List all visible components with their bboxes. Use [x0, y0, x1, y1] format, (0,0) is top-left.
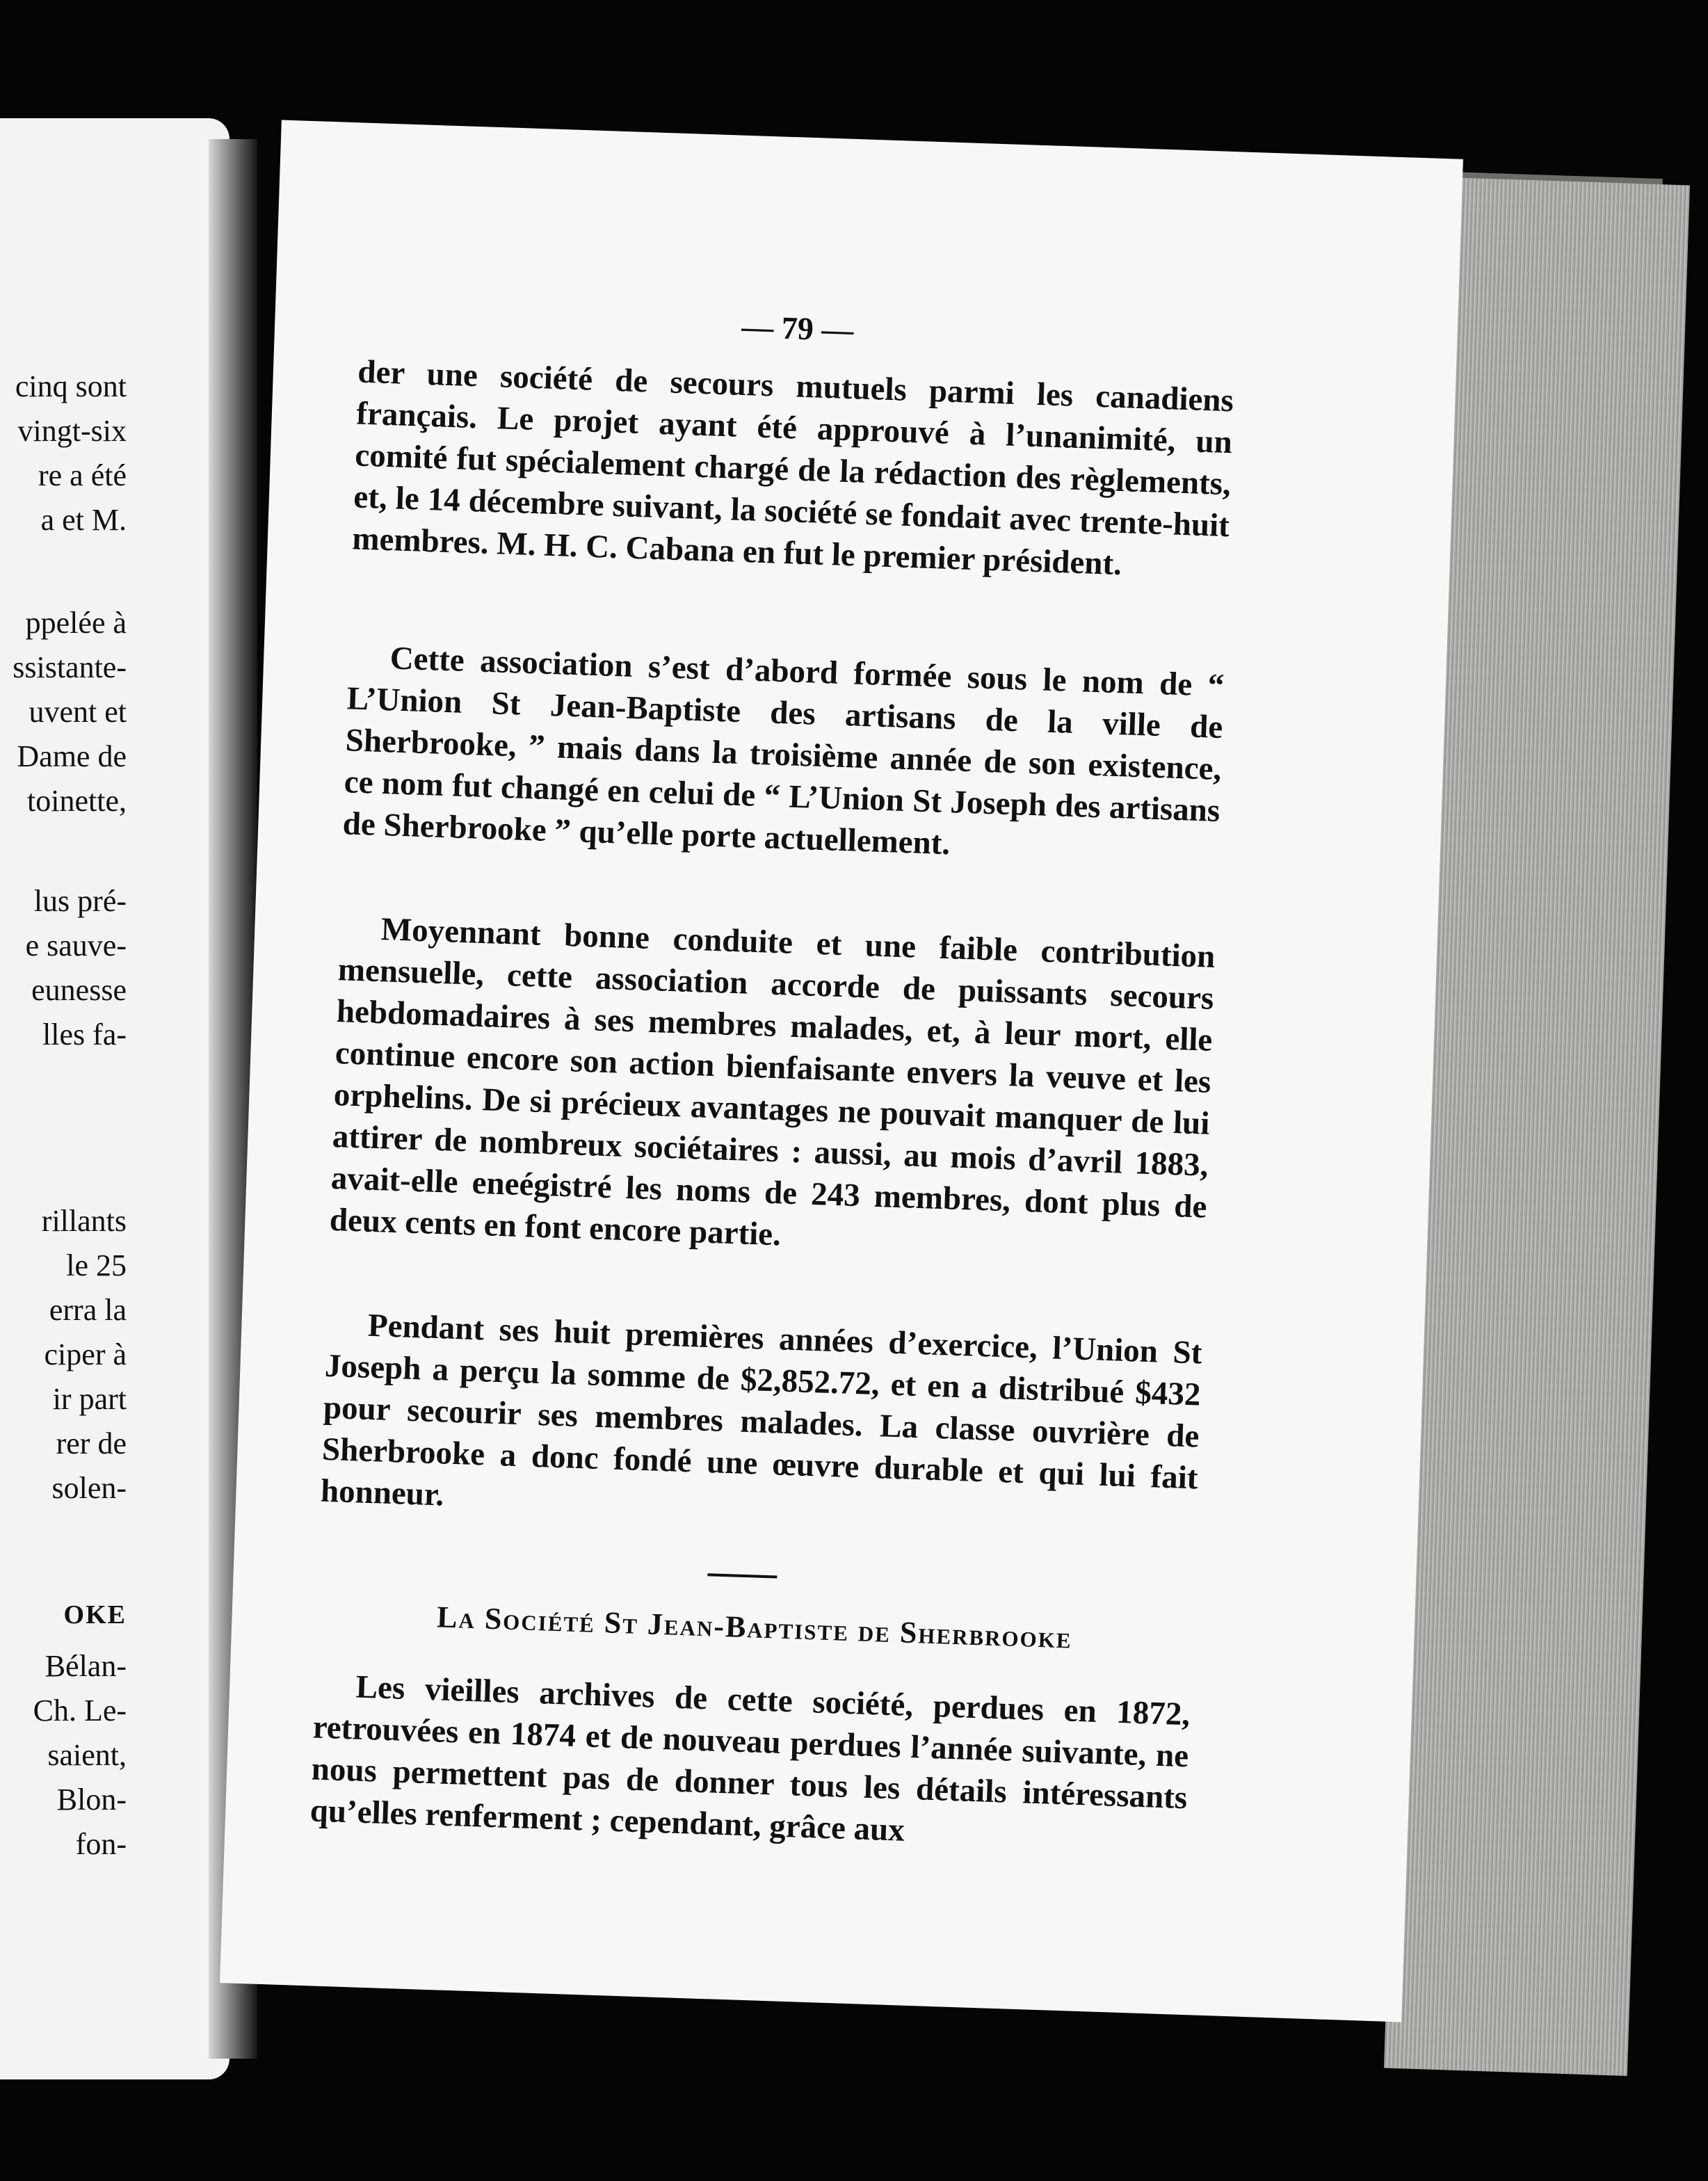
left-line: a et M. — [40, 503, 127, 537]
left-line: erra la — [49, 1293, 127, 1327]
left-line: e sauve- — [25, 928, 127, 963]
left-line: le 25 — [66, 1248, 127, 1282]
left-line: re a été — [38, 458, 127, 492]
left-line: ppelée à — [25, 606, 127, 640]
left-line: fon- — [75, 1827, 127, 1861]
left-line: lles fa- — [42, 1017, 127, 1052]
paragraph: der une société de secours mutuels parmi les canadiens français. Le projet ayant été approuvé à l’unanimité, un comité fut spécialement chargé de la rédaction des règlements, et, le 14 décembre suivant, la société se fondait avec trente-huit membres. M. H. C. Cabana en fut le premier président. — [351, 353, 1234, 583]
left-line: vingt-six — [17, 414, 127, 448]
left-line: ssistante- — [13, 650, 127, 684]
left-line: saient, — [47, 1738, 127, 1772]
paragraph: Les vieilles archives de cette société, perdues en 1872, retrouvées en 1874 et de nouveau perdues l’année suivante, ne nous permettent pas de donner tous les détails intéressants qu’elles renferment ; cependant, grâce aux — [309, 1668, 1191, 1849]
paragraph: Pendant ses huit premières années d’exercice, l’Union St Joseph a perçu la somme de $2,852.72, et en a distribué $432 pour secourir ses membres malades. La classe ouvrière de Sherbrooke a donc fondé une œuvre durable et qui lui fait honneur. — [320, 1307, 1203, 1513]
left-line: lus pré- — [33, 884, 127, 918]
page-number: — 79 — — [741, 308, 855, 348]
paragraph: Cette association s’est d’abord formée sous le nom de “ L’Union St Jean-Baptiste des artisans de la ville de Sherbrooke, ” mais dans la troisième année de son existence, ce nom fut changé en celui de “ L’Union St Joseph des artisans de Sherbrooke ” qu’elle porte actuellement. — [342, 640, 1225, 862]
left-line: eunesse — [31, 973, 127, 1007]
left-line: OKE — [63, 1600, 127, 1629]
left-line: Dame de — [17, 739, 127, 773]
left-line: ir part — [52, 1382, 127, 1416]
left-line: toinette, — [27, 784, 127, 818]
left-page-text — [0, 118, 229, 2079]
left-line: rer de — [56, 1426, 127, 1460]
left-line: solen- — [51, 1471, 127, 1505]
left-line: cinq sont — [15, 369, 127, 403]
left-line: uvent et — [29, 695, 127, 729]
left-line: ciper à — [44, 1337, 127, 1371]
left-line: Blon- — [56, 1782, 127, 1817]
section-heading: La Société St Jean-Baptiste de Sherbrooke — [436, 1600, 1073, 1655]
left-line: Ch. Le- — [33, 1693, 127, 1728]
left-page — [0, 118, 229, 2079]
paragraph: Moyennant bonne conduite et une faible contribution mensuelle, cette association accorde de puissants secours hebdomadaires à ses membres malades, et, à leur mort, elle continue encore son action bienfaisante envers la veuve et les orphelins. De si précieux avantages ne pouvait manquer de lui attirer de nombreux sociétaires : aussi, au mois d’avril 1883, avait-elle eneégistré les noms de 243 membres, dont plus de deux cents en font encore partie. — [329, 911, 1216, 1253]
left-line: Bélan- — [45, 1649, 127, 1683]
left-line: rillants — [41, 1204, 127, 1238]
